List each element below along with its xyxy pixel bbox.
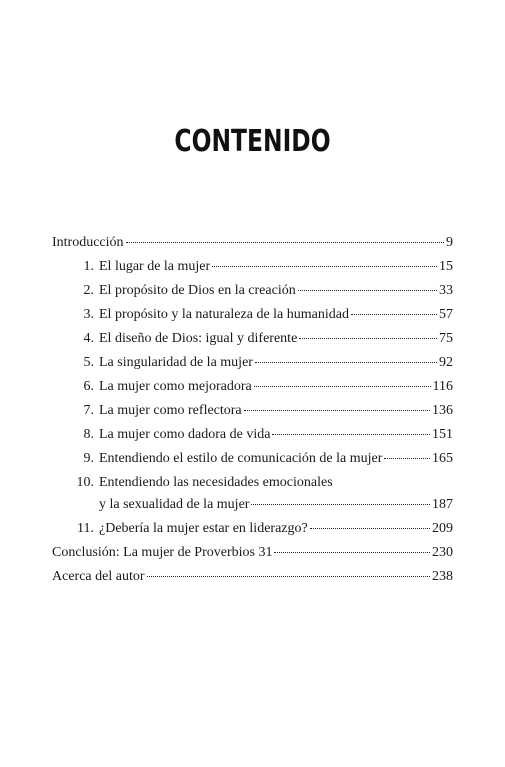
- chapter-number: 6.: [83, 379, 94, 394]
- toc-entry-page: 15: [439, 259, 453, 274]
- toc-entry-chapter-2[interactable]: [0, 281, 505, 301]
- dot-leader: [147, 576, 431, 577]
- toc-entry-label: La mujer como reflectora: [99, 403, 242, 418]
- toc-entry-about-author[interactable]: [0, 567, 505, 587]
- chapter-number: 8.: [83, 427, 94, 442]
- toc-entry-label: El propósito de Dios en la creación: [99, 283, 296, 298]
- toc-entry-label: Acerca del autor: [52, 569, 145, 584]
- dot-leader: [255, 362, 437, 363]
- toc-entry-page: 238: [432, 569, 453, 584]
- dot-leader: [212, 266, 437, 267]
- toc-entry-page: 33: [439, 283, 453, 298]
- toc-entry-page: 209: [432, 521, 453, 536]
- dot-leader: [274, 552, 430, 553]
- chapter-number: 5.: [83, 355, 94, 370]
- chapter-number: 9.: [83, 451, 94, 466]
- dot-leader: [384, 458, 430, 459]
- toc-entry-label: Entendiendo las necesidades emocionales: [99, 475, 333, 490]
- toc-entry-label: Entendiendo el estilo de comunicación de la mujer: [99, 451, 383, 466]
- dot-leader: [254, 386, 431, 387]
- toc-entry-label: El lugar de la mujer: [99, 259, 211, 274]
- toc-entry-label: Conclusión: La mujer de Proverbios 31: [52, 545, 273, 560]
- toc-entry-page: 151: [432, 427, 453, 442]
- toc-entry-chapter-6[interactable]: [0, 377, 505, 397]
- chapter-number: 11.: [77, 521, 94, 536]
- toc-entry-label: El diseño de Dios: igual y diferente: [99, 331, 298, 346]
- toc-entry-page: 230: [432, 545, 453, 560]
- dot-leader: [272, 434, 430, 435]
- toc-entry-label: La singularidad de la mujer: [99, 355, 253, 370]
- chapter-number: 1.: [83, 259, 94, 274]
- toc-entry-label: Introducción: [52, 235, 124, 250]
- toc-entry-page: 9: [446, 235, 453, 250]
- toc-entry-chapter-7[interactable]: [0, 401, 505, 421]
- chapter-number: 7.: [83, 403, 94, 418]
- toc-entry-page: 187: [432, 497, 453, 512]
- toc-entry-label-line2: y la sexualidad de la mujer: [99, 497, 250, 512]
- toc-entry-chapter-1[interactable]: [0, 257, 505, 277]
- toc-entry-introduccion[interactable]: [0, 233, 505, 253]
- toc-entry-page: 165: [432, 451, 453, 466]
- dot-leader: [351, 314, 437, 315]
- chapter-number: 3.: [83, 307, 94, 322]
- toc-entry-page: 75: [439, 331, 453, 346]
- toc-entry-chapter-5[interactable]: [0, 353, 505, 373]
- page-title: CONTENIDO: [174, 124, 331, 159]
- toc-entry-label: ¿Debería la mujer estar en liderazgo?: [99, 521, 308, 536]
- toc-entry-chapter-8[interactable]: [0, 425, 505, 445]
- dot-leader: [310, 528, 430, 529]
- chapter-number: 10.: [76, 475, 94, 490]
- dot-leader: [298, 290, 437, 291]
- chapter-number: 2.: [83, 283, 94, 298]
- toc-entry-conclusion[interactable]: [0, 543, 505, 563]
- toc-entry-label: La mujer como dadora de vida: [99, 427, 271, 442]
- toc-entry-page: 116: [432, 379, 453, 394]
- toc-entry-page: 136: [432, 403, 453, 418]
- dot-leader: [251, 504, 430, 505]
- toc-entry-label: El propósito y la naturaleza de la humanidad: [99, 307, 349, 322]
- toc-entry-label: La mujer como mejoradora: [99, 379, 252, 394]
- toc-entry-chapter-3[interactable]: [0, 305, 505, 325]
- chapter-number: 4.: [83, 331, 94, 346]
- toc-entry-chapter-4[interactable]: [0, 329, 505, 349]
- toc-entry-page: 92: [439, 355, 453, 370]
- toc-entry-chapter-11[interactable]: [0, 519, 505, 539]
- dot-leader: [126, 242, 444, 243]
- dot-leader: [299, 338, 437, 339]
- toc-entry-chapter-9[interactable]: [0, 449, 505, 469]
- toc-entry-chapter-10[interactable]: [0, 473, 505, 517]
- toc-entry-page: 57: [439, 307, 453, 322]
- dot-leader: [244, 410, 430, 411]
